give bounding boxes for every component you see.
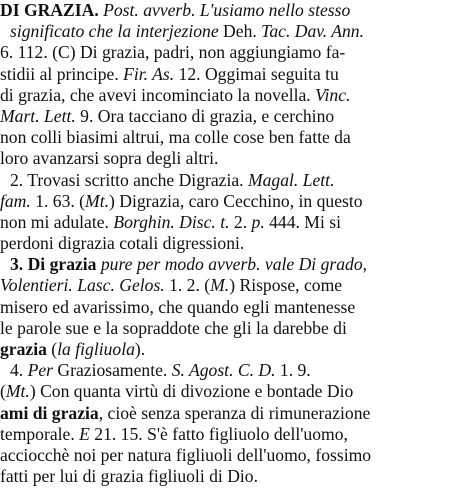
text-line: misero ed avarissimo, che quando egli mantenesse xyxy=(0,296,356,317)
text-line: loro avanzarsi sopra degli altri. xyxy=(0,148,219,169)
text-line: ami di grazia, cioè senza speranza di rimunerazione xyxy=(0,402,371,423)
text-line: significato che la interjezione Deh. Tac. Dav. Ann. xyxy=(10,21,364,42)
headword: DI GRAZIA. xyxy=(0,0,99,20)
text-line: non colli biasimi altrui, ma colle cose ben fatte da xyxy=(0,127,351,148)
text-line: le parole sue e la sopraddote che gli la darebbe di xyxy=(0,317,347,338)
text-line: (Mt.) Con quanta virtù di divozione e bontade Dio xyxy=(0,381,354,402)
text-line: non mi adulate. Borghin. Disc. t. 2. p. 444. Mi si xyxy=(0,211,341,232)
text-line: 6. 112. (C) Di grazia, padri, non aggiungiamo fa- xyxy=(0,42,346,63)
text-line: Volentieri. Lasc. Gelos. 1. 2. (M.) Rispose, come xyxy=(0,275,343,296)
text-line: temporale. E 21. 15. S'è fatto figliuolo dell'uomo, xyxy=(0,423,348,444)
text-line: fatti per lui di grazia figliuoli di Dio. xyxy=(0,466,258,487)
text-line: fam. 1. 63. (Mt.) Digrazia, caro Cecchino, in questo xyxy=(0,190,363,211)
text-line: acciocchè noi per natura figliuoli dell'uomo, fossimo xyxy=(0,444,372,465)
sense-3: 3. Di grazia pure per modo avverb. vale Di grado, xyxy=(10,254,368,275)
text-line: DI GRAZIA. Post. avverb. L'usiamo nello stesso xyxy=(0,0,351,20)
text-line: stidii al principe. Fir. As. 12. Oggimai seguita tu xyxy=(0,63,339,84)
sense-4: 4. Per Graziosamente. S. Agost. C. D. 1. 9. xyxy=(10,360,311,381)
text-line: grazia (la figliuola). xyxy=(0,339,146,359)
text-line: perdoni digrazia cotali digressioni. xyxy=(0,233,245,254)
sense-2: 2. Trovasi scritto anche Digrazia. Magal. Lett. xyxy=(10,169,335,190)
text-line: Mart. Lett. 9. Ora tacciano di grazia, e cerchino xyxy=(0,105,335,126)
text-line: di grazia, che avevi incominciato la novella. Vinc. xyxy=(0,84,351,105)
